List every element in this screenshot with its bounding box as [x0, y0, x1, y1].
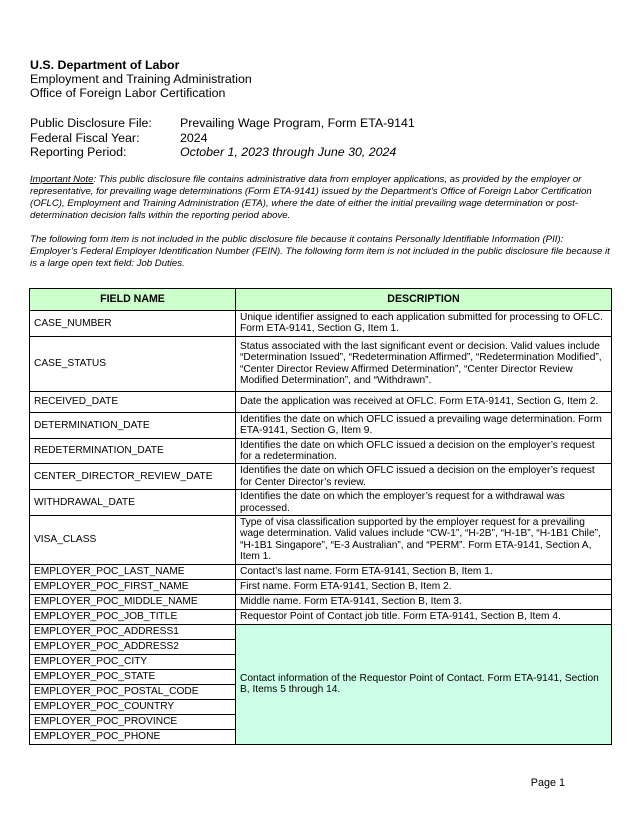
office-name: Office of Foreign Labor Certification — [30, 86, 226, 100]
document-header — [30, 58, 612, 270]
table-row — [30, 609, 612, 624]
header-description: DESCRIPTION — [236, 289, 612, 311]
field-name-cell: EMPLOYER_POC_PROVINCE — [30, 714, 236, 729]
year-label: Federal Fiscal Year: — [30, 130, 140, 145]
note-lead: Important Note — [30, 173, 94, 185]
field-name-cell: EMPLOYER_POC_FIRST_NAME — [30, 579, 236, 594]
disclosure-meta — [30, 116, 612, 160]
table-row — [30, 579, 612, 594]
table-row — [30, 391, 612, 412]
period-value: October 1, 2023 through June 30, 2024 — [180, 145, 397, 159]
page-number: Page 1 — [530, 777, 565, 789]
field-name-cell: EMPLOYER_POC_STATE — [30, 669, 236, 684]
description-cell: Middle name. Form ETA-9141, Section B, Item 3. — [236, 594, 612, 609]
field-table — [29, 288, 612, 745]
field-name-cell: EMPLOYER_POC_CITY — [30, 654, 236, 669]
file-label: Public Disclosure File: — [30, 116, 152, 130]
excluded-items-note: The following form item is not included in the public disclosure file because it contains Personally Identifiable Information (PII): Employer’s Federal Employer Identification Number (FEIN). The following form item is not included in the public disclosure file because it is a large open text field: Job Duties. — [30, 233, 610, 269]
description-cell: Identifies the date on which OFLC issued a decision on the employer’s request for Center Director’s review. — [236, 464, 612, 490]
field-name-cell: REDETERMINATION_DATE — [30, 438, 236, 464]
description-cell: Requestor Point of Contact job title. Form ETA-9141, Section B, Item 4. — [236, 609, 612, 624]
field-name-cell: EMPLOYER_POC_LAST_NAME — [30, 564, 236, 579]
meta-row-file — [30, 116, 612, 131]
table-row — [30, 624, 612, 639]
table-row — [30, 336, 612, 391]
department-name: U.S. Department of Labor — [30, 58, 180, 72]
field-name-cell: CASE_STATUS — [30, 336, 236, 391]
header-field-name: FIELD NAME — [30, 289, 236, 311]
meta-row-year — [30, 131, 612, 146]
description-cell: Identifies the date on which OFLC issued a prevailing wage determination. Form ETA-9141, Section G, Item 9. — [236, 412, 612, 438]
field-name-cell: CASE_NUMBER — [30, 311, 236, 337]
description-cell: Contact’s last name. Form ETA-9141, Section B, Item 1. — [236, 564, 612, 579]
table-row — [30, 464, 612, 490]
table-header-row — [30, 289, 612, 311]
table-row — [30, 516, 612, 565]
description-cell: Status associated with the last significant event or decision. Valid values include “Determination Issued”, “Redetermination Affirmed”, “Redetermination Modified”, “Center Director Review Affirmed Determination”, “Center Director Review Modified Determination”, and “Withdrawn”. — [236, 336, 612, 391]
note-text: : This public disclosure file contains administrative data from employer applications, as provided by the employer or representative, for prevailing wage determinations (Form ETA-9141) issued by the Department’s Office of Foreign Labor Certification (OFLC), Employment and Training Administration (ETA), where the date of either the initial prevailing wage determination or post-determination decision falls within the reporting period above. — [30, 173, 592, 221]
field-name-cell: CENTER_DIRECTOR_REVIEW_DATE — [30, 464, 236, 490]
field-name-cell: EMPLOYER_POC_PHONE — [30, 729, 236, 744]
description-cell: Type of visa classification supported by the employer request for a prevailing wage determination. Valid values include “CW-1”, “H-2B”, “H-1B”, “H-1B1 Chile”, “H-1B1 Singapore”, “E-3 Australian”, and “PERM”. Form ETA-9141, Section A, Item 1. — [236, 516, 612, 565]
table-row — [30, 564, 612, 579]
field-name-cell: RECEIVED_DATE — [30, 391, 236, 412]
field-name-cell: WITHDRAWAL_DATE — [30, 490, 236, 516]
period-label: Reporting Period: — [30, 145, 127, 159]
description-cell: Identifies the date on which OFLC issued a decision on the employer’s request for a redetermination. — [236, 438, 612, 464]
administration-name: Employment and Training Administration — [30, 72, 252, 86]
field-name-cell: EMPLOYER_POC_POSTAL_CODE — [30, 684, 236, 699]
table-row — [30, 490, 612, 516]
description-cell: First name. Form ETA-9141, Section B, Item 2. — [236, 579, 612, 594]
file-value: Prevailing Wage Program, Form ETA-9141 — [180, 116, 415, 130]
field-name-cell: EMPLOYER_POC_JOB_TITLE — [30, 609, 236, 624]
field-name-cell: EMPLOYER_POC_ADDRESS2 — [30, 639, 236, 654]
important-note — [30, 174, 612, 222]
description-cell: Identifies the date on which the employer’s request for a withdrawal was processed. — [236, 490, 612, 516]
field-name-cell: EMPLOYER_POC_MIDDLE_NAME — [30, 594, 236, 609]
meta-row-period — [30, 145, 612, 160]
table-row — [30, 438, 612, 464]
field-name-cell: VISA_CLASS — [30, 516, 236, 565]
field-name-cell: DETERMINATION_DATE — [30, 412, 236, 438]
poc-contact-description-cell: Contact information of the Requestor Point of Contact. Form ETA-9141, Section B, Items 5 through 14. — [236, 624, 612, 744]
field-name-cell: EMPLOYER_POC_COUNTRY — [30, 699, 236, 714]
year-value: 2024 — [180, 130, 208, 145]
table-row — [30, 594, 612, 609]
description-cell: Date the application was received at OFLC. Form ETA-9141, Section G, Item 2. — [236, 391, 612, 412]
description-cell: Unique identifier assigned to each application submitted for processing to OFLC. Form ETA-9141, Section G, Item 1. — [236, 311, 612, 337]
table-row — [30, 311, 612, 337]
table-row — [30, 412, 612, 438]
field-name-cell: EMPLOYER_POC_ADDRESS1 — [30, 624, 236, 639]
table-body — [30, 311, 612, 745]
